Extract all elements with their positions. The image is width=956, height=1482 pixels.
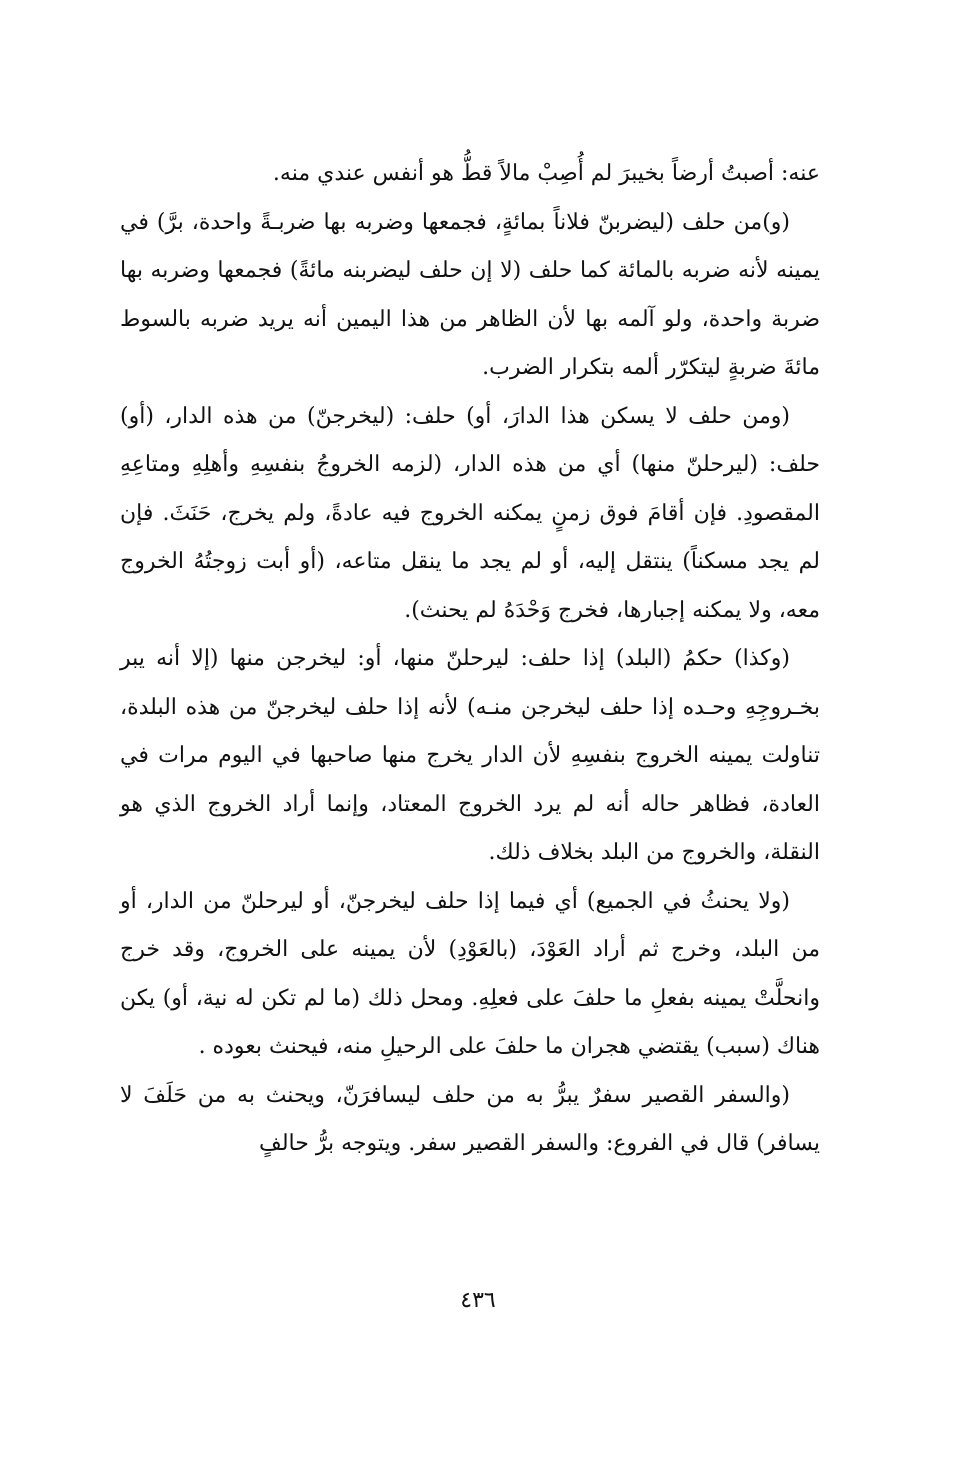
paragraph-4: (وكذا) حكمُ (البلد) إذا حلف: ليرحلنّ منها، أو: ليخرجن منها (إلا أنه يبر بخـروجِهِ وحـده إذا حلف ليخرجن منـه) لأنه إذا حلف ليخرجنّ من هذه البلدة، تناولت يمينه الخروج بنفسِهِ لأن الدار يخرج منها صاحبها في اليوم مرات في العادة، فظاهر حاله أنه لم يرد الخروج المعتاد، وإنما أراد الخروج الذي هو النقلة، والخروج من البلد بخلاف ذلك.: [120, 646, 820, 865]
page-text-body: [120, 150, 820, 1169]
paragraph-6: (والسفر القصير سفرٌ يبرُّ به من حلف ليسافرَنّ، ويحنث به من حَلَفَ لا يسافر) قال في الفروع: والسفر القصير سفر. ويتوجه برُّ حالفٍ: [120, 1082, 820, 1156]
paragraph-3: (ومن حلف لا يسكن هذا الدارَ، أو) حلف: (ليخرجنّ) من هذه الدار، (أو) حلف: (ليرحلنّ منها) أي من هذه الدار، (لزمه الخروجُ بنفسِهِ وأهلِهِ ومتاعِهِ المقصودِ. فإن أقامَ فوق زمنٍ يمكنه الخروج فيه عادةً، ولم يخرج، حَنَثَ. فإن لم يجد مسكناً) ينتقل إليه، أو لم يجد ما ينقل متاعه، (أو أبت زوجتُهُ الخروج معه، ولا يمكنه إجبارها، فخرج وَحْدَهُ لم يحنث).: [120, 403, 820, 623]
page-number: ٤٣٦: [460, 1288, 496, 1313]
paragraph-5: (ولا يحنثُ في الجميع) أي فيما إذا حلف ليخرجنّ، أو ليرحلنّ من الدار، أو من البلد، وخرج ثم أراد العَوْدَ، (بالعَوْدِ) لأن يمينه على الخروج، وقد خرج وانحلَّتْ يمينه بفعلِ ما حلفَ على فعلِهِ. ومحل ذلك (ما لم تكن له نية، أو) يكن هناك (سبب) يقتضي هجران ما حلفَ على الرحيلِ منه، فيحنث بعوده .: [120, 888, 820, 1059]
paragraph-2: (و)من حلف (ليضربنّ فلاناً بمائةٍ، فجمعها وضربه بها ضربـةً واحدة، برَّ) في يمينه لأنه ضربه بالمائة كما حلف (لا إن حلف ليضربنه مائةً) فجمعها وضربه بها ضربة واحدة، ولو آلمه بها لأن الظاهر من هذا اليمين أنه يريد ضربه بالسوط مائةَ ضربةٍ ليتكرّر ألمه بتكرار الضرب.: [120, 209, 821, 380]
paragraph-1: عنه: أصبتُ أرضاً بخيبرَ لم أُصِبْ مالاً قطُّ هو أنفس عندي منه.: [272, 161, 820, 186]
